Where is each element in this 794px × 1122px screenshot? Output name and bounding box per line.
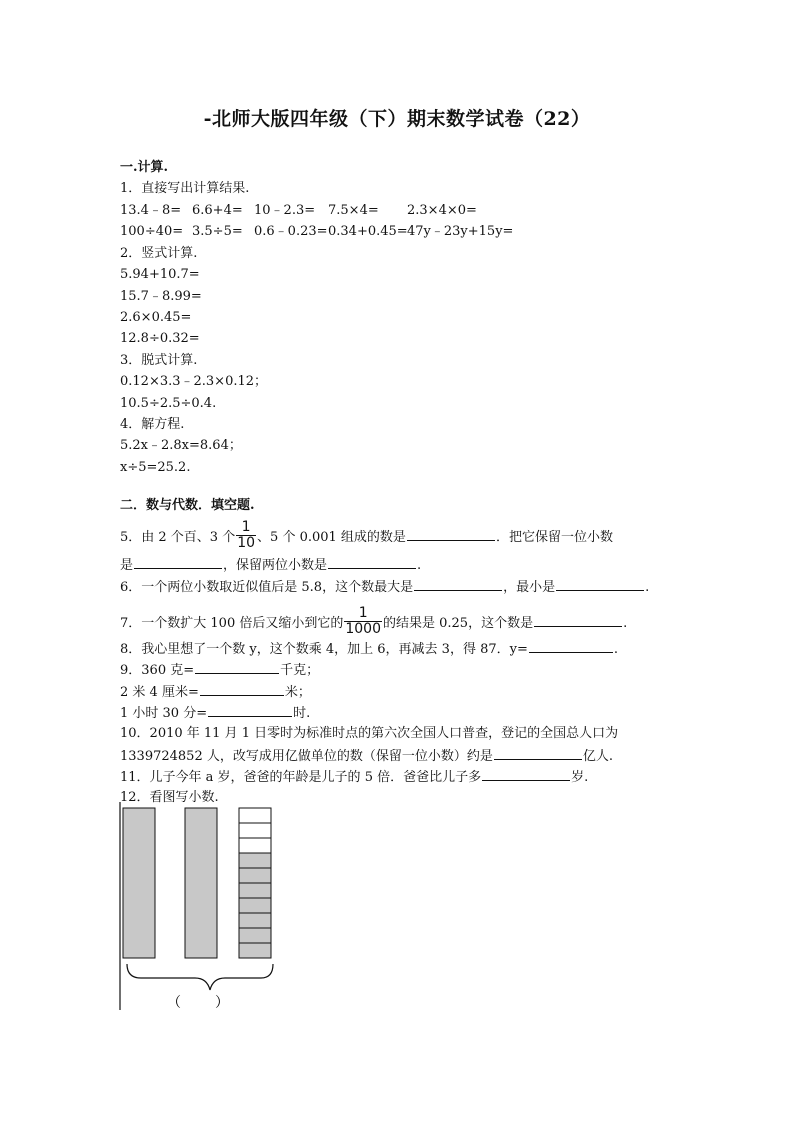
page-title: -北师大版四年级（下）期末数学试卷（22）	[203, 108, 591, 130]
q9-text: 时.	[293, 706, 311, 721]
section2-heading: 二．数与代数．填空题.	[120, 498, 255, 513]
q1-row1	[120, 203, 477, 219]
q1-row2	[120, 224, 513, 240]
q6-text: ，最小是	[503, 580, 556, 595]
answer-paren-open: （	[167, 995, 181, 1011]
answer-paren-close: ）	[215, 995, 229, 1011]
q5-text: 是	[120, 558, 134, 573]
tenth-cell-shaded	[239, 913, 271, 928]
q9-text: 9．360 克=	[120, 663, 195, 678]
tenth-cell-shaded	[239, 898, 271, 913]
calc-item: 47y﹣23y+15y=	[407, 224, 514, 239]
q2-item: 5.94+10.7=	[120, 267, 200, 282]
q9-text: 米；	[284, 685, 311, 700]
q9-line3	[120, 704, 310, 722]
q10-text: 亿人.	[582, 749, 613, 764]
tenth-cell-shaded	[239, 928, 271, 943]
q10-line2	[120, 747, 613, 765]
tenth-cell-shaded	[239, 943, 271, 958]
q4-item: x÷5=25.2.	[120, 460, 191, 475]
calc-item: 13.4﹣8=	[120, 203, 182, 218]
q3-stem: 3．脱式计算.	[120, 353, 198, 368]
q11-text: 岁.	[571, 770, 589, 785]
q4-item: 5.2x﹣2.8x=8.64；	[120, 438, 242, 453]
q8-text: .	[613, 642, 619, 657]
fraction-one-tenth	[236, 520, 256, 551]
calc-item: 10﹣2.3=	[254, 203, 316, 218]
q5-text: ，保留两位小数是	[223, 558, 328, 573]
q8-line	[120, 640, 618, 658]
tenth-cell-shaded	[239, 868, 271, 883]
q2-stem: 2．竖式计算.	[120, 246, 198, 261]
tenth-cell-empty	[239, 838, 271, 853]
q9-line1	[120, 661, 319, 679]
answer-blank[interactable]	[208, 704, 292, 717]
whole-bar-2	[185, 808, 217, 958]
q6-text: .	[645, 580, 650, 595]
q2-item: 15.7﹣8.99=	[120, 289, 202, 304]
q8-text: 8．我心里想了一个数 y，这个数乘 4，加上 6，再减去 3，得 87．y=	[120, 642, 528, 657]
tenth-cell-empty	[239, 823, 271, 838]
q7-line	[120, 605, 628, 639]
q5-text: .	[417, 558, 422, 573]
answer-blank[interactable]	[414, 578, 502, 591]
fraction-one-thousandth	[344, 606, 382, 637]
q9-text: 1 小时 30 分=	[120, 706, 208, 721]
q5-line1	[120, 519, 613, 553]
answer-blank[interactable]	[494, 747, 582, 760]
fraction-numerator: 1	[241, 519, 251, 535]
whole-bar-1	[123, 808, 155, 958]
q5-line2	[120, 556, 421, 574]
fraction-denominator: 10	[237, 535, 256, 551]
q7-text: 的结果是 0.25，这个数是	[383, 616, 534, 631]
calc-item: 100÷40=	[120, 224, 184, 239]
tenths-bar	[239, 808, 271, 958]
brace	[127, 964, 273, 990]
q11-text: 11．儿子今年 a 岁，爸爸的年龄是儿子的 5 倍．爸爸比儿子多	[120, 770, 482, 785]
q11-line	[120, 768, 588, 786]
q3-item: 0.12×3.3﹣2.3×0.12；	[120, 374, 268, 389]
q2-item: 12.8÷0.32=	[120, 331, 200, 346]
q7-text: .	[623, 616, 628, 631]
q5-text: 5．由 2 个百、3 个	[120, 530, 236, 545]
tenth-cell-shaded	[239, 853, 271, 868]
calc-item: 0.34+0.45=	[328, 224, 408, 239]
q1-stem: 1．直接写出计算结果.	[120, 181, 250, 196]
calc-item: 2.3×4×0=	[407, 203, 477, 218]
q9-text: 2 米 4 厘米=	[120, 685, 199, 700]
fraction-numerator: 1	[358, 605, 368, 621]
q5-text: ．把它保留一位小数	[495, 530, 613, 545]
calc-item: 7.5×4=	[328, 203, 379, 218]
q9-text: 千克；	[280, 663, 320, 678]
q6-text: 6．一个两位小数取近似值后是 5.8，这个数最大是	[120, 580, 414, 595]
q3-item: 10.5÷2.5÷0.4.	[120, 396, 217, 411]
answer-blank[interactable]	[134, 556, 222, 569]
answer-blank[interactable]	[534, 614, 622, 627]
q10-text: 1339724852 人，改写成用亿做单位的数（保留一位小数）约是	[120, 749, 493, 764]
q10-line1: 10．2010 年 11 月 1 日零时为标准时点的第六次全国人口普查，登记的全国总人口为	[120, 726, 619, 741]
tenth-cell-shaded	[239, 883, 271, 898]
calc-item: 6.6+4=	[192, 203, 243, 218]
q7-text: 7．一个数扩大 100 倍后又缩小到它的	[120, 616, 344, 631]
calc-item: 3.5÷5=	[192, 224, 243, 239]
answer-blank[interactable]	[482, 768, 570, 781]
section1-heading: 一.计算.	[120, 160, 169, 175]
q4-stem: 4．解方程.	[120, 417, 185, 432]
q9-line2	[120, 683, 311, 701]
q6-line	[120, 578, 649, 596]
answer-blank[interactable]	[407, 528, 495, 541]
q5-text: 、5 个 0.001 组成的数是	[257, 530, 406, 545]
q12-stem: 12．看图写小数.	[120, 790, 219, 805]
tenth-cell-empty	[239, 808, 271, 823]
answer-blank[interactable]	[529, 640, 613, 653]
q2-item: 2.6×0.45=	[120, 310, 192, 325]
answer-blank[interactable]	[195, 661, 279, 674]
answer-blank[interactable]	[556, 578, 644, 591]
decimal-grid-figure	[115, 802, 285, 1017]
calc-item: 0.6﹣0.23=	[254, 224, 328, 239]
answer-blank[interactable]	[328, 556, 416, 569]
answer-blank[interactable]	[200, 683, 284, 696]
fraction-denominator: 1000	[345, 621, 381, 637]
